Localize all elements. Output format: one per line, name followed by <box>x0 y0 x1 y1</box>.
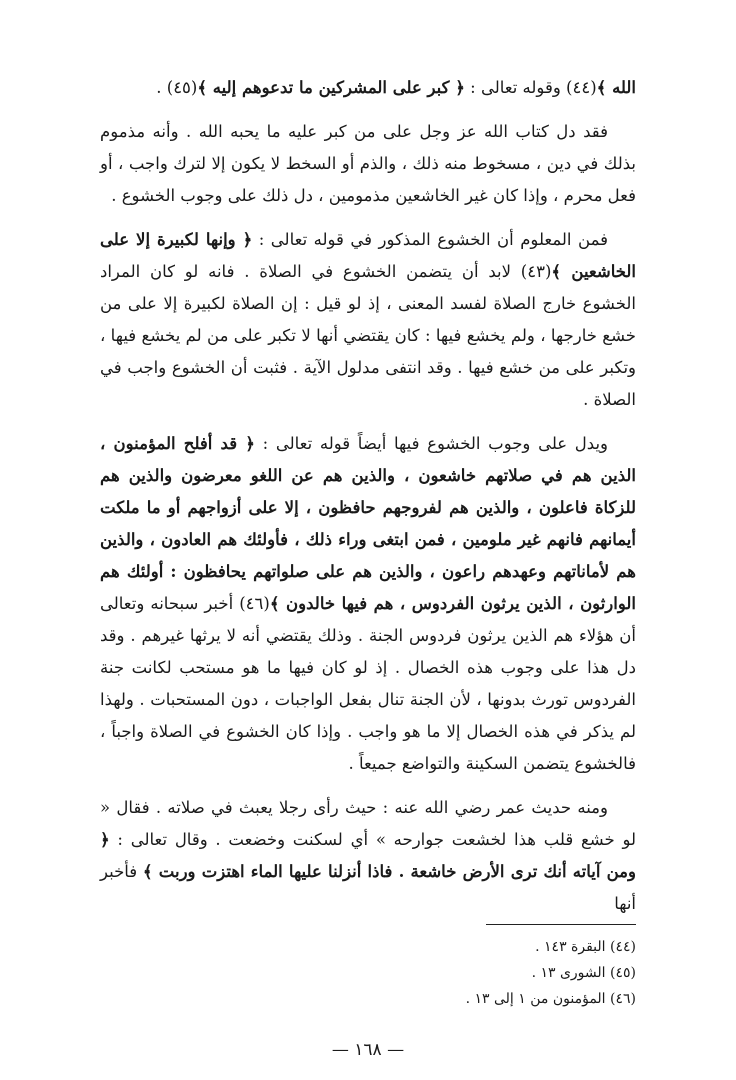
footnote-divider <box>486 924 636 925</box>
paragraph-2-run-2: (٤٣) لابد أن يتضمن الخشوع في الصلاة . فانه لو كان المراد الخشوع خارج الصلاة لفسد المعنى ، إذ لو قيل : إن الصلاة لكبيرة إلا على من خشع خارجها ، ولم يخشع فيها : كان يقتضي أنها لا تكبر على من لم يخشع فيها ، وتكبر على من خشع فيها . وقد انتفى مدلول الآية . فثبت أن الخشوع واجب في الصلاة . <box>100 262 636 409</box>
paragraph-1-run-0: فقد دل كتاب الله عز وجل على من كبر عليه ما يحبه الله . وأنه مذموم بذلك في دين ، مسخوط منه ذلك ، والذم أو السخط لا يكون إلا لترك واجب ، أو فعل محرم ، وإذا كان غير الخاشعين مذمومين ، دل ذلك على وجوب الخشوع . <box>100 122 636 205</box>
paragraph-0-run-0: الله ﴾ <box>596 78 636 97</box>
footnote-44: (٤٤) البقرة ١٤٣ . <box>535 939 636 955</box>
paragraph-2-run-0: فمن المعلوم أن الخشوع المذكور في قوله تعالى : <box>252 230 608 249</box>
paragraph-0-run-1: (٤٤) وقوله تعالى : <box>464 78 597 97</box>
paragraph-0-run-3: (٤٥) . <box>156 78 198 97</box>
paragraph-1 <box>100 116 636 212</box>
paragraph-4-run-1: ﴿ ومن آياته أنك ترى الأرض خاشعة . فاذا أنزلنا عليها الماء اهتزت وربت ﴾ <box>100 830 636 881</box>
paragraph-0 <box>100 72 636 104</box>
paragraph-4 <box>100 792 636 920</box>
page-number: — ١٦٨ — <box>331 1040 405 1060</box>
paragraph-2 <box>100 224 636 416</box>
footnote-46: (٤٦) المؤمنون من ١ إلى ١٣ . <box>465 991 636 1007</box>
paragraph-3-run-2: (٤٦) أخبر سبحانه وتعالى أن هؤلاء هم الذين يرثون فردوس الجنة . وذلك يقتضي أنه لا يرثها غيرهم . وقد دل هذا على وجوب هذه الخصال . إذ لو كان فيها ما هو مستحب لكانت جنة الفردوس تورث بدونها ، لأن الجنة تنال بفعل الواجبات ، دون المستحبات . ولهذا لم يذكر في هذه الخصال إلا ما هو واجب . وإذا كان الخشوع في الصلاة واجباً ، فالخشوع يتضمن السكينة والتواضع جميعاً . <box>100 594 636 773</box>
footnotes <box>100 934 636 1012</box>
paragraph-4-run-2: فأخبر أنها <box>100 862 636 913</box>
paragraph-0-run-2: ﴿ كبر على المشركين ما تدعوهم إليه ﴾ <box>197 78 465 97</box>
paragraph-3-run-1: ﴿ قد أفلح المؤمنون ، الذين هم في صلاتهم خاشعون ، والذين هم عن اللغو معرضون والذين هم للزكاة فاعلون ، والذين هم لفروجهم حافظون ، إلا على أزواجهم أو ما ملكت أيمانهم فانهم غير ملومين ، فمن ابتغى وراء ذلك ، فأولئك هم العادون ، والذين هم لأماناتهم وعهدهم راعون ، والذين هم على صلواتهم يحافظون : أولئك هم الوارثون ، الذين يرثون الفردوس ، هم فيها خالدون ﴾ <box>100 434 636 613</box>
paragraph-3-run-0: ويدل على وجوب الخشوع فيها أيضاً قوله تعالى : <box>254 434 608 453</box>
footnote-45: (٤٥) الشورى ١٣ . <box>531 965 636 981</box>
paragraph-3 <box>100 428 636 780</box>
paragraph-4-run-0: ومنه حديث عمر رضي الله عنه : حيث رأى رجلا يعبث في صلاته . فقال « لو خشع قلب هذا لخشعت جوارحه » أي لسكنت وخضعت . وقال تعالى : <box>100 798 636 849</box>
paragraph-2-run-1: ﴿ وإنها لكبيرة إلا على الخاشعين ﴾ <box>100 230 636 281</box>
